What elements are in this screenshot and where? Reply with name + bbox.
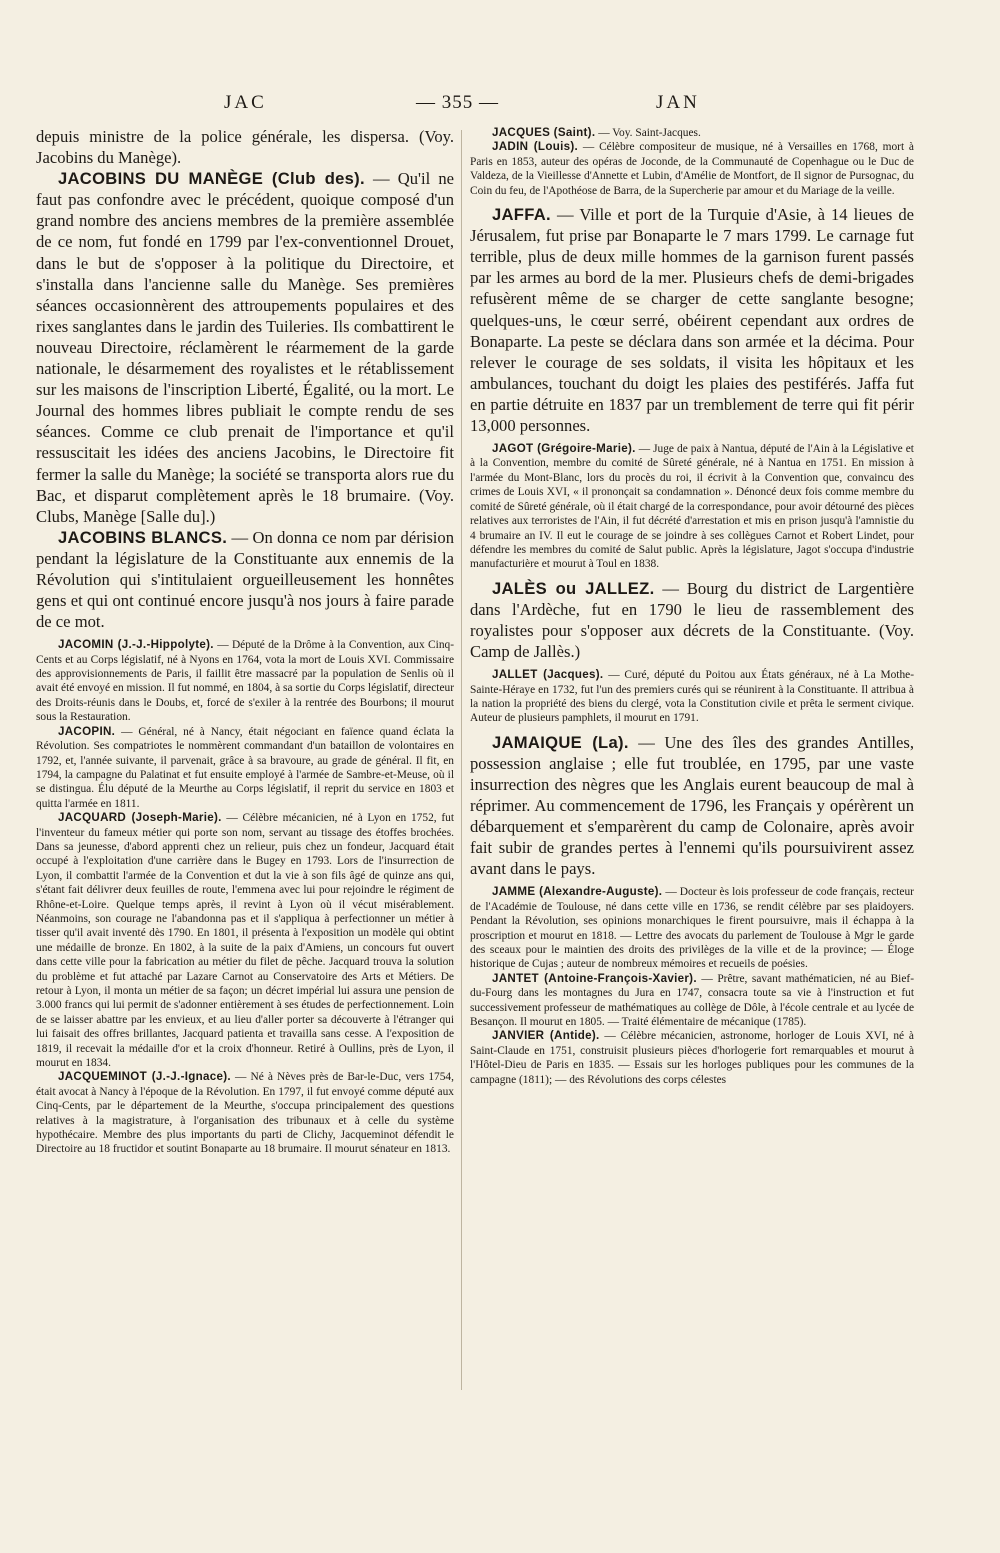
entry-text: — On donna ce nom par dérision pendant la législature de la Constituante aux ennemis de la Révolution qui s'intitulaient orgueilleusement les honnêtes gens et qui ont continué encore jusqu'à nos jours à faire parade de ce mot.	[36, 527, 454, 632]
entry-headword: JACOPIN.	[58, 724, 116, 738]
entry-text: — Ville et port de la Turquie d'Asie, à 14 lieues de Jérusalem, fut prise par Bonaparte le 7 mars 1799. Le carnage fut terrible, plus de deux mille hommes de la garnison furent passés par les armes au bord de la mer. Plusieurs chefs de demi-brigades refusèrent même de se charger de cette sanglante besogne; quelques-uns, le cœur serré, obéirent cependant aux ordres de Bonaparte. La peste se déclara dans son armée et la décima. Pour relever le courage de ses soldats, il visita les hôpitaux et les ambulances, touchant du doigt les plaies des pestiférés. Jaffa fut en partie détruite en 1837 par un tremblement de terre qui fit périr 13,000 personnes.	[470, 205, 914, 435]
entry-headword: JACQUES (Saint).	[492, 126, 596, 139]
dictionary-entry	[36, 811, 454, 1070]
right-column	[470, 126, 914, 1526]
entry-text: — Une des îles des grandes Antilles, possession anglaise ; elle fut troublée, en 1795, par une vaste insurrection des nègres que les Anglais eurent beaucoup de mal à réprimer. Au commencement de 1796, les Français y opérèrent un débarquement et s'emparèrent du camp de Colonaire, après avoir fait subir de grandes pertes à l'ennemi qu'ils poursuivirent assez avant dans le pays.	[470, 732, 914, 879]
entry-headword: JANTET (Antoine-François-Xavier).	[492, 971, 697, 985]
dictionary-entry	[36, 168, 454, 527]
entry-text: — Député de la Drôme à la Convention, aux Cinq-Cents et au Corps législatif, né à Nyons en 1764, vota la mort de Louis XVI. Commissaire des approvisionnements de Paris, il faillit être massacré par la population de Senlis où il avait été envoyé en mission. Il fut nommé, en 1804, à sa sortie du Corps législatif, directeur des Droits-réunis dans le Doubs, et, forcé de s'exiler à la rentrée des Bourbons; il mourut sous la Restauration.	[36, 639, 454, 724]
dictionary-entry	[470, 204, 914, 436]
dictionary-entry	[470, 1029, 914, 1087]
entry-text: — Juge de paix à Nantua, député de l'Ain à la Législative et à la Convention, membre du comité de Sûreté générale, né à Nantua en 1751. En mission à l'armée du Mont-Blanc, lors du procès du roi, il écrivit à la Convention que, convaincu des crimes de Louis XVI, « il prononçait sa condamnation ». Dénoncé deux fois comme membre du comité de Sûreté générale, où il était chargé de la correspondance, pour avoir détourné des pièces relatives aux terroristes de l'Ain, il fut décrété d'arrestation et mis en prison jusqu'à l'amnistie du 4 brumaire an IV. Il eut le courage de se joindre à ses collègues Carnot et Robert Lindet, pour défendre les membres du comité de Salut public. Après la législature, Jagot s'occupa d'industrie manufacturière et mourut à Toul en 1838.	[470, 443, 914, 571]
entry-headword: JANVIER (Antide).	[492, 1029, 600, 1043]
entry-headword: JAMAIQUE (La).	[492, 732, 629, 752]
entry-headword: JAFFA.	[492, 205, 551, 225]
dictionary-entry	[470, 126, 914, 140]
header-right-guide-word: JAN	[656, 92, 700, 113]
dictionary-entry	[470, 668, 914, 726]
entry-text: — Prêtre, savant mathématicien, né au Bief-du-Fourg dans les montagnes du Jura en 1747, consacra toute sa vie à l'instruction et fut successivement professeur de mathématiques au collège de Dôle, à l'école centrale et au lycée de Besançon. Il mourut en 1805. — Traité élémentaire de mécanique (1785).	[470, 972, 914, 1029]
entry-headword: JACOBINS DU MANÈGE (Club des).	[58, 169, 365, 189]
entry-headword: JADIN (Louis).	[492, 140, 579, 154]
entry-text: — Célèbre mécanicien, né à Lyon en 1752, fut l'inventeur du fameux métier qui porte son nom, servant au tissage des étoffes brochées. Dans sa jeunesse, d'abord apprenti chez un relieur, puis chez un fondeur, Jacquard était occupé à l'exploitation d'une carrière dans le Bugey en 1793. Lors de l'insurrection de Lyon, il combattit l'armée de la Convention et dut la vie à son fils âgé de quinze ans qui, s'étant fait délivrer deux feuilles de route, l'emmena avec lui pour rejoindre le régiment de Rhône-et-Loire. Quelque temps après, il revint à Lyon où il vécut misérablement. Néanmoins, son courage ne l'abandonna pas et il s'appliqua à perfectionner un métier à tisser qu'il avait inventé dès 1790. En 1801, il présenta à l'exposition un modèle qui obtint une médaille de bronze. En 1802, à la suite de la paix d'Amiens, un concours fut ouvert dans cette ville pour la fabrication au métier du filet de pêche. Jacquard trouva la solution du problème et fut attaché par Lazare Carnot au Conservatoire des Arts et Métiers. De retour à Lyon, il monta un métier de sa façon; un décret impérial lui assura une pension de 3.000 francs qui lui permit de s'adonner entièrement à ses études de perfectionnement. Loin de se laisser abattre par les envieux, et au lieu d'aller porter sa découverte à l'étranger qui lui faisait des offres brillantes, Jacquard patienta et travailla sans cesse. A l'exposition de 1819, il recevait la médaille d'or et la croix d'honneur. Retiré à Oullins, près de Lyon, il mourut en 1834.	[36, 812, 454, 1070]
entry-headword: JAMME (Alexandre-Auguste).	[492, 885, 663, 899]
entry-text: — Curé, député du Poitou aux États généraux, né à La Mothe-Sainte-Héraye en 1732, fut l'un des premiers curés qui se réunirent à la Constituante. Il attribua à la nation la propriété des biens du clergé, vota la Constitution civile et prêta le serment civique. Auteur de plusieurs pamphlets, il mourut en 1791.	[470, 669, 914, 725]
entry-text: — Célèbre compositeur de musique, né à Versailles en 1768, mort à Paris en 1853, auteur des opéras de Joconde, de la Communauté de Copenhague ou le Duc de Valdeza, de la Vieillesse d'Annette et Lubin, d'Amélie de Montfort, de Il signor de Pursognac, du Coin du feu, de l'Apothéose de Barra, de la Supercherie par amour et du Mariage de la veille.	[470, 141, 914, 197]
dictionary-entry	[470, 732, 914, 880]
header-left-guide-word: JAC	[224, 92, 267, 113]
entry-text: — Voy. Saint-Jacques.	[598, 127, 701, 139]
dictionary-entry	[470, 578, 914, 662]
entry-headword: JACOBINS BLANCS.	[58, 527, 228, 547]
entry-text: — Célèbre mécanicien, astronome, horloger de Louis XVI, né à Saint-Claude en 1751, construisit plusieurs pièces d'horlogerie fort remarquables et mourut à l'Hôtel-Dieu de Paris en 1835. — Essais sur les horloges publiques pour les communes de la campagne (1811); — des Révolutions des corps célestes	[470, 1030, 914, 1086]
dictionary-entry	[470, 885, 914, 971]
dictionary-entry	[470, 442, 914, 572]
left-column	[36, 126, 454, 1526]
dictionary-entry	[470, 972, 914, 1030]
entry-text: depuis ministre de la police générale, les dispersa. (Voy. Jacobins du Manège).	[36, 127, 454, 168]
dictionary-entry	[36, 725, 454, 811]
dictionary-entry	[470, 140, 914, 198]
entry-headword: JALLET (Jacques).	[492, 668, 604, 682]
entry-headword: JAGOT (Grégoire-Marie).	[492, 442, 636, 456]
entry-headword: JACQUEMINOT (J.-J.-Ignace).	[58, 1070, 231, 1084]
entry-text: — Qu'il ne faut pas confondre avec le précédent, quoique composé d'un grand nombre des anciens membres de la première assemblée de ce nom, fut fondé en 1799 par l'ex-conventionnel Drouet, dans le but de s'opposer à la politique du Directoire, et s'installa dans l'ancienne salle du Manège. Ses premières séances occasionnèrent des attroupements populaires et des rixes sanglantes dans le jardin des Tuileries. Ils combattirent le nouveau Directoire, réclamèrent le réarmement de la garde nationale, le désarmement des royalistes et le rétablissement sur les maisons de l'inscription Liberté, Égalité, ou la mort. Le Journal des hommes libres publiait le compte rendu de ses séances. Comme ce club prenait de l'importance et qu'il ressuscitait les idées des anciens Jacobins, le Directoire fit fermer la salle du Manège; la société se transporta alors rue du Bac, et disparut complètement après le 18 brumaire. (Voy. Clubs, Manège [Salle du].)	[36, 169, 454, 526]
entry-text: — Bourg du district de Largentière dans l'Ardèche, fut en 1790 le lieu de rassemblement des royalistes pour s'opposer aux décrets de la Constituante. (Voy. Camp de Jallès.)	[470, 578, 914, 661]
entry-text: — Docteur ès lois professeur de code français, recteur de l'Académie de Toulouse, né dans cette ville en 1736, se rendit célèbre par ses plaidoyers. Pendant la Révolution, ses opinions monarchiques le firent poursuivre, mais il échappa à la proscription et mourut en 1818. — Lettre des avocats du parlement de Toulouse à Mgr le garde des sceaux pour le maintien des droits des privilèges de la ville et de la province; — Éloge historique de Cujas ; auteur de nombreux mémoires et recueils de poésies.	[470, 886, 914, 971]
entry-text: — Général, né à Nancy, était négociant en faïence quand éclata la Révolution. Ses compatriotes le nommèrent commandant d'un bataillon de volontaires en 1792, et, l'année suivante, il parvenait, grâce à sa bravoure, au grade de général. Il fit, en 1794, la campagne du Palatinat et fut ensuite employé à l'armée de Sambre-et-Meuse, où il se distingua. Élu député de la Meurthe au Corps législatif, il reprit du service en 1803 et quitta l'armée en 1811.	[36, 725, 454, 810]
entry-headword: JACOMIN (J.-J.-Hippolyte).	[58, 638, 214, 652]
entry-headword: JALÈS ou JALLEZ.	[492, 578, 655, 598]
column-divider	[461, 130, 462, 1390]
dictionary-entry	[36, 638, 454, 724]
entry-text: — Né à Nèves près de Bar-le-Duc, vers 1754, était avocat à Nancy à l'époque de la Révolution. En 1797, il fut envoyé comme député aux Cinq-Cents, par le département de la Meurthe, s'occupa principalement des questions relatives à la magistrature, à l'organisation des tribunaux et à celle du système hypothécaire. Membre des plus importants du parti de Clichy, Jacqueminot défendit le Directoire au 18 fructidor et soutint Bonaparte au 18 brumaire. Il mourut sénateur en 1813.	[36, 1071, 454, 1156]
entry-headword: JACQUARD (Joseph-Marie).	[58, 811, 222, 825]
running-header	[0, 92, 1000, 122]
page-number: — 355 —	[416, 92, 499, 113]
dictionary-entry	[36, 1070, 454, 1156]
dictionary-entry	[36, 527, 454, 632]
dictionary-entry	[36, 126, 454, 168]
